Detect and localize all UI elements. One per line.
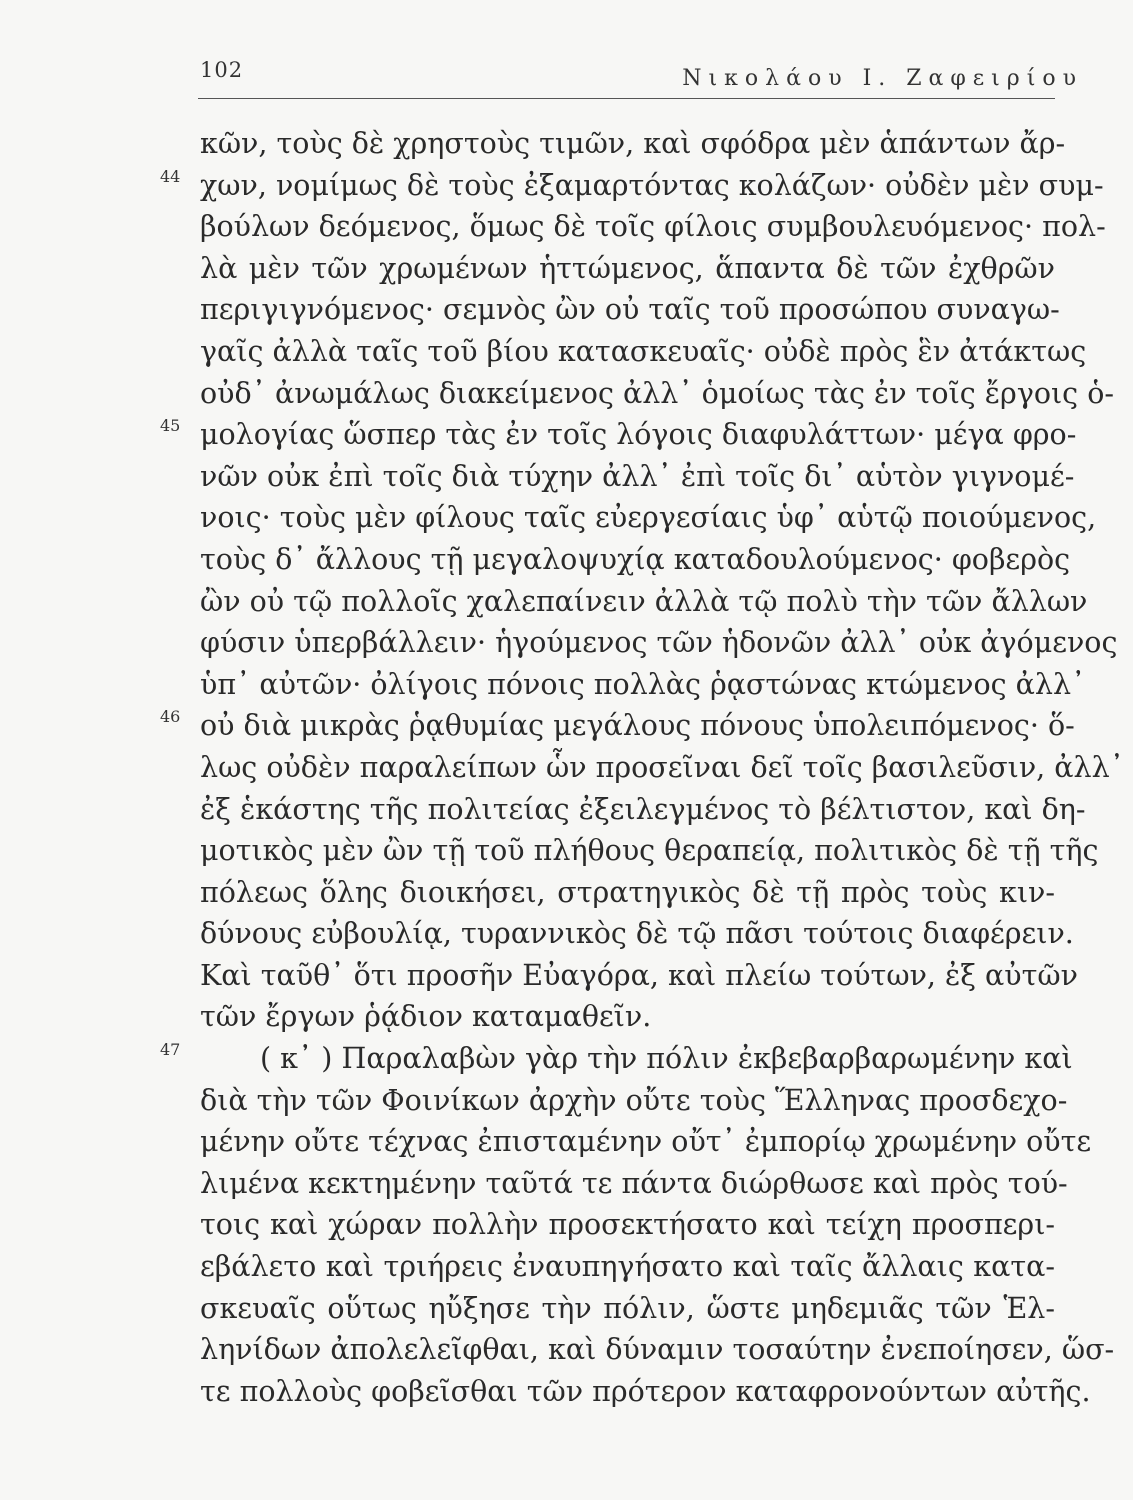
text-line: Καὶ ταῦθ᾽ ὅτι προσῆν Εὐαγόρα, καὶ πλείω τούτων, ἐξ αὐτῶν [200,958,1078,992]
section-number: 46 [160,707,181,727]
text-line-with-section [160,165,1104,207]
text-line: ὑπ᾽ αὐτῶν· ὀλίγοις πόνοις πολλὰς ῥᾳστώνας κτώμενος ἀλλ᾽ [200,667,1086,701]
text-line: ὢν οὐ τῷ πολλοῖς χαλεπαίνειν ἀλλὰ τῷ πολὺ τὴν τῶν ἄλλων [200,584,1088,618]
text-line-content: ( κ᾽ ) Παραλαβὼν γὰρ τὴν πόλιν ἐκβεβαρβαρωμένην καὶ [260,1042,1073,1076]
text-line: λως οὐδὲν παραλείπων ὧν προσεῖναι δεῖ τοῖς βασιλεῦσιν, ἀλλ᾽ [200,750,1124,784]
text-line-paragraph-end: τε πολλοὺς φοβεῖσθαι τῶν πρότερον καταφρονούντων αὐτῆς. [200,1374,1091,1408]
text-line: ἐξ ἑκάστης τῆς πολιτείας ἐξειλεγμένος τὸ βέλτιστον, καὶ δη- [200,792,1086,826]
text-line: βούλων δεόμενος, ὅμως δὲ τοῖς φίλοις συμβουλευόμενος· πολ- [200,210,1106,244]
text-line-content: χων, νομίμως δὲ τοὺς ἐξαμαρτόντας κολάζων· οὐδὲν μὲν συμ- [200,168,1104,202]
text-line: λὰ μὲν τῶν χρωμένων ἡττώμενος, ἅπαντα δὲ τῶν ἐχθρῶν [200,251,1055,285]
text-line: φύσιν ὑπερβάλλειν· ἡγούμενος τῶν ἡδονῶν ἀλλ᾽ οὐκ ἀγόμενος [200,626,1118,660]
text-line: δύνους εὐβουλίᾳ, τυραννικὸς δὲ τῷ πᾶσι τούτοις διαφέρειν. [200,917,1074,951]
section-number: 45 [160,416,181,436]
text-line-with-section [160,705,1075,747]
text-line: σκευαῖς οὕτως ηὔξησε τὴν πόλιν, ὥστε μηδεμιᾶς τῶν Ἑλ- [200,1291,1055,1325]
text-line-with-section [160,414,1077,456]
text-line: εβάλετο καὶ τριήρεις ἐναυπηγήσατο καὶ ταῖς ἄλλαις κατα- [200,1250,1055,1284]
text-line: περιγιγνόμενος· σεμνὸς ὢν οὐ ταῖς τοῦ προσώπου συναγω- [200,293,1060,327]
text-line: μοτικὸς μὲν ὢν τῇ τοῦ πλήθους θεραπείᾳ, πολιτικὸς δὲ τῇ τῆς [200,834,1099,868]
text-block [160,123,1124,1412]
section-number: 44 [160,166,181,186]
text-line: τοὺς δ᾽ ἄλλους τῇ μεγαλοψυχίᾳ καταδουλούμενος· φοβερὸς [200,542,1071,576]
text-line: νῶν οὐκ ἐπὶ τοῖς διὰ τύχην ἀλλ᾽ ἐπὶ τοῖς δι᾽ αὑτὸν γιγνομέ- [200,459,1075,493]
text-line: πόλεως ὅλης διοικήσει, στρατηγικὸς δὲ τῇ πρὸς τοὺς κιν- [200,875,1055,909]
text-line-content: μολογίας ὥσπερ τὰς ἐν τοῖς λόγοις διαφυλάττων· μέγα φρο- [200,418,1077,452]
text-line: τοις καὶ χώραν πολλὴν προσεκτήσατο καὶ τείχη προσπερι- [200,1208,1055,1242]
text-line: διὰ τὴν τῶν Φοινίκων ἀρχὴν οὔτε τοὺς Ἕλληνας προσδεχο- [200,1083,1068,1117]
text-line: οὐδ᾽ ἀνωμάλως διακείμενος ἀλλ᾽ ὁμοίως τὰς ἐν τοῖς ἔργοις ὁ- [200,376,1114,410]
text-line: ληνίδων ἀπολελεῖφθαι, καὶ δύναμιν τοσαύτην ἐνεποίησεν, ὥσ- [200,1333,1115,1367]
text-line: νοις· τοὺς μὲν φίλους ταῖς εὐεργεσίαις ὑφ᾽ αὑτῷ ποιούμενος, [200,501,1097,535]
text-line: γαῖς ἀλλὰ ταῖς τοῦ βίου κατασκευαῖς· οὐδὲ πρὸς ἓν ἀτάκτως [200,334,1087,368]
text-line: μένην οὔτε τέχνας ἐπισταμένην οὔτ᾽ ἐμπορίῳ χρωμένην οὔτε [200,1125,1092,1159]
text-line: κῶν, τοὺς δὲ χρηστοὺς τιμῶν, καὶ σφόδρα μὲν ἁπάντων ἄρ- [200,127,1066,160]
running-head: Νικολάου Ι. Ζαφειρίου [682,66,1083,91]
text-line: λιμένα κεκτημένην ταῦτά τε πάντα διώρθωσε καὶ πρὸς τού- [200,1166,1068,1200]
text-line-content: οὐ διὰ μικρὰς ῥᾳθυμίας μεγάλους πόνους ὑπολειπόμενος· ὅ- [200,709,1075,743]
section-number: 47 [160,1040,181,1060]
header-rule [198,98,1055,99]
text-line-paragraph-end: τῶν ἔργων ῥᾴδιον καταμαθεῖν. [200,1000,652,1034]
page-number: 102 [200,58,244,82]
text-line-with-section [160,1038,1073,1080]
